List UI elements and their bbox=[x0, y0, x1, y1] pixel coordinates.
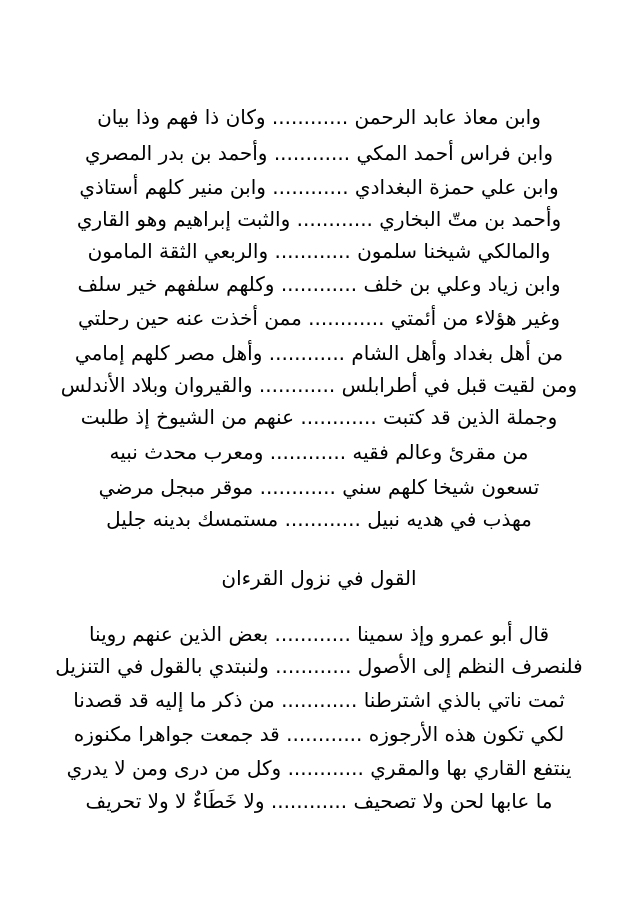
verse-line: وابن علي حمزة البغدادي ............ وابن منير كلهم أستاذي bbox=[79, 175, 559, 199]
verse-line: ثمت ناتي بالذي اشترطنا ............ من ذكر ما إليه قد قصدنا bbox=[73, 688, 565, 712]
verse-line: ينتفع القاري بها والمقري ............ وكل من درى ومن لا يدري bbox=[66, 756, 572, 780]
verse-line: والمالكي شيخنا سلمون ............ والربعي الثقة المامون bbox=[87, 239, 551, 263]
verse-line: وغير هؤلاء من أئمتي ............ ممن أخذت عنه حين رحلتي bbox=[77, 306, 561, 330]
section-heading: القول في نزول القرءان bbox=[221, 566, 417, 590]
verse-line: ومن لقيت قبل في أطرابلس ............ والقيروان وبلاد الأندلس bbox=[60, 373, 578, 397]
verse-line: وابن زياد وعلي بن خلف ............ وكلهم سلفهم خير سلف bbox=[77, 272, 561, 296]
verse-line: تسعون شيخا كلهم سني ............ موقر مبجل مرضي bbox=[98, 475, 540, 499]
verse-line: فلنصرف النظم إلى الأصول ............ ولنبتدي بالقول في التنزيل bbox=[55, 654, 583, 678]
verse-line: من مقرئ وعالم فقيه ............ ومعرب محدث نبيه bbox=[109, 440, 529, 464]
verse-line: وابن فراس أحمد المكي ............ وأحمد بن بدر المصري bbox=[84, 141, 554, 165]
verse-line: وجملة الذين قد كتبت ............ عنهم من الشيوخ إذ طلبت bbox=[80, 405, 558, 429]
verse-line: ما عابها لحن ولا تصحيف ............ ولا خَطَاءٌ لا ولا تحريف bbox=[85, 789, 553, 813]
verse-line: قال أبو عمرو وإذ سمينا ............ بعض الذين عنهم روينا bbox=[88, 622, 550, 646]
verse-line: وأحمد بن متّ البخاري ............ والثبت إبراهيم وهو القاري bbox=[76, 207, 562, 231]
verse-line: مهذب في هديه نبيل ............ مستمسك بدينه جليل bbox=[106, 507, 532, 531]
verse-line: وابن معاذ عابد الرحمن ............ وكان ذا فهم وذا بيان bbox=[97, 105, 541, 129]
verse-line: لكي تكون هذه الأرجوزه ............ قد جمعت جواهرا مكنوزه bbox=[73, 722, 565, 746]
verse-line: من أهل بغداد وأهل الشام ............ وأهل مصر كلهم إمامي bbox=[74, 341, 564, 365]
